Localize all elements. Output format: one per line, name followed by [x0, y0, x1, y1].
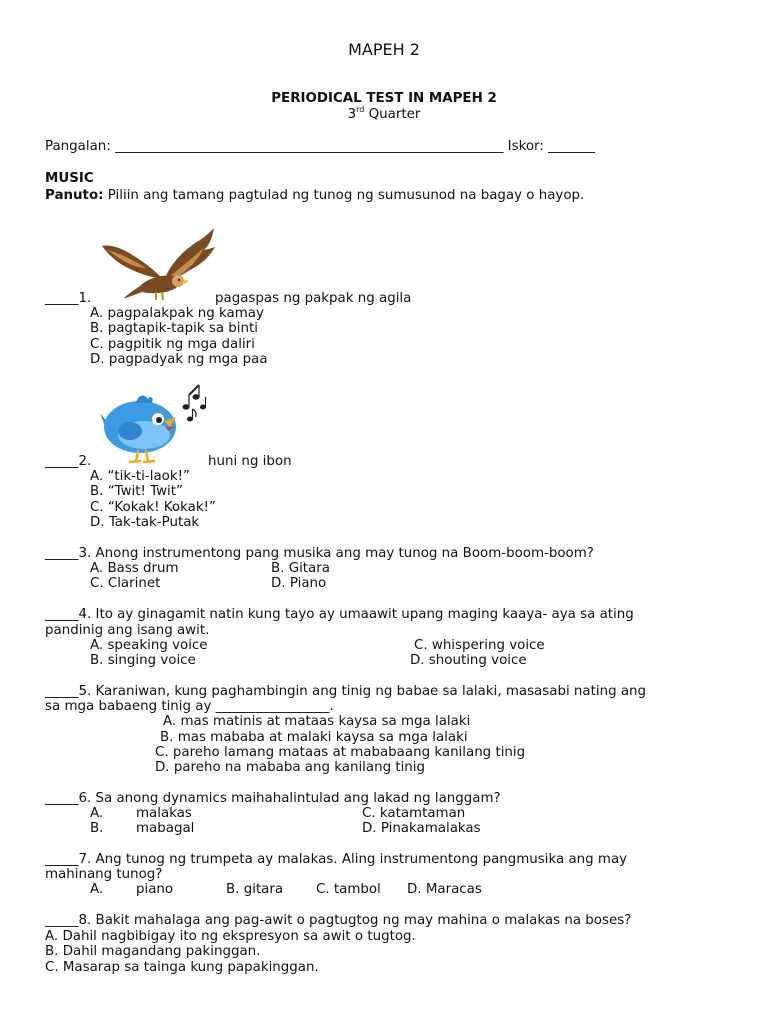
q6-choice-c: C. katamtaman — [362, 806, 466, 821]
q5-choice-d: D. pareho na mababa ang kanilang tinig — [155, 760, 426, 775]
q6-choice-a-text: malakas — [136, 806, 192, 821]
q2-choice-d: D. Tak-tak-Putak — [90, 515, 200, 530]
q7-choice-a-text: piano — [136, 882, 174, 897]
q3-choice-b: B. Gitara — [271, 561, 330, 576]
score-blank: _______ — [548, 139, 595, 154]
q8-choice-b: B. Dahil magandang pakinggan. — [45, 944, 261, 959]
instruction-text: Piliin ang tamang pagtulad ng tunog ng sumusunod na bagay o hayop. — [103, 188, 585, 203]
q1-choice-a: A. pagpalakpak ng kamay — [90, 306, 264, 321]
question-2-stem: huni ng ibon — [208, 454, 292, 469]
q4-choice-a: A. speaking voice — [90, 638, 208, 653]
q2-choice-a: A. “tik-ti-laok!” — [90, 469, 190, 484]
q1-choice-c: C. pagpitik ng mga daliri — [90, 337, 255, 352]
q1-choice-d: D. pagpadyak ng mga paa — [90, 352, 268, 367]
q5-choice-c: C. pareho lamang mataas at mababaang kanilang tinig — [155, 745, 526, 760]
q7-choice-c: C. tambol — [316, 882, 381, 897]
instruction-label: Panuto: — [45, 188, 104, 203]
question-6-stem: _____6. Sa anong dynamics maihahalintulad ang lakad ng langgam? — [45, 791, 501, 806]
q2-choice-c: C. “Kokak! Kokak!” — [90, 500, 216, 515]
question-7-stem-line2: mahinang tunog? — [45, 867, 163, 882]
q6-choice-b-text: mabagal — [136, 821, 195, 836]
singing-bird-picture — [100, 383, 210, 465]
question-5-stem-line1: _____5. Karaniwan, kung paghambingin ang tinig ng babae sa lalaki, masasabi nating ang — [45, 684, 647, 699]
instruction — [45, 188, 584, 203]
q6-choice-d: D. Pinakamalakas — [362, 821, 481, 836]
question-4-stem-line1: _____4. Ito ay ginagamit natin kung tayo ay umaawit upang maging kaaya- aya sa ating — [45, 607, 634, 622]
document-title: MAPEH 2 — [348, 40, 420, 59]
q5-choice-a: A. mas matinis at mataas kaysa sa mga lalaki — [163, 714, 471, 729]
q6-choice-a-letter: A. — [90, 806, 104, 821]
quarter-word: Quarter — [368, 107, 421, 122]
q8-choice-c: C. Masarap sa tainga kung papakinggan. — [45, 960, 319, 975]
eagle-picture — [100, 228, 218, 304]
question-7-stem-line1: _____7. Ang tunog ng trumpeta ay malakas. Aling instrumentong pangmusika ang may — [45, 852, 628, 867]
q7-choice-a-letter: A. — [90, 882, 104, 897]
score-label: Iskor: — [507, 139, 544, 154]
q4-choice-b: B. singing voice — [90, 653, 196, 668]
q4-choice-c: C. whispering voice — [414, 638, 545, 653]
test-title: PERIODICAL TEST IN MAPEH 2 — [271, 91, 497, 106]
q8-choice-a: A. Dahil nagbibigay ito ng ekspresyon sa awit o tugtog. — [45, 929, 416, 944]
q3-choice-d: D. Piano — [271, 576, 327, 591]
section-title: MUSIC — [45, 171, 94, 186]
question-5-stem-line2: sa mga babaeng tinig ay _________________. — [45, 699, 334, 714]
q5-choice-b: B. mas mababa at malaki kaysa sa mga lalaki — [160, 730, 468, 745]
q2-choice-b: B. “Twit! Twit” — [90, 484, 183, 499]
q6-choice-b-letter: B. — [90, 821, 104, 836]
quarter-superscript: rd — [356, 104, 365, 114]
name-blank: __________________________________________________________ — [115, 139, 504, 154]
name-line — [45, 139, 595, 154]
question-1-number: _____1. — [45, 291, 92, 306]
q4-choice-d: D. shouting voice — [410, 653, 527, 668]
question-4-stem-line2: pandinig ang isang awit. — [45, 623, 210, 638]
question-2-number: _____2. — [45, 454, 92, 469]
q7-choice-d: D. Maracas — [407, 882, 482, 897]
quarter-number: 3 — [347, 107, 357, 122]
question-3-stem: _____3. Anong instrumentong pang musika ang may tunog na Boom-boom-boom? — [45, 546, 594, 561]
quarter-line — [0, 104, 768, 122]
question-8-stem: _____8. Bakit mahalaga ang pag-awit o pagtugtog ng may mahina o malakas na boses? — [45, 913, 632, 928]
q7-choice-b: B. gitara — [226, 882, 284, 897]
question-1-stem: pagaspas ng pakpak ng agila — [215, 291, 412, 306]
name-label: Pangalan: — [45, 139, 111, 154]
q3-choice-a: A. Bass drum — [90, 561, 179, 576]
q1-choice-b: B. pagtapik-tapik sa binti — [90, 321, 258, 336]
q3-choice-c: C. Clarinet — [90, 576, 161, 591]
